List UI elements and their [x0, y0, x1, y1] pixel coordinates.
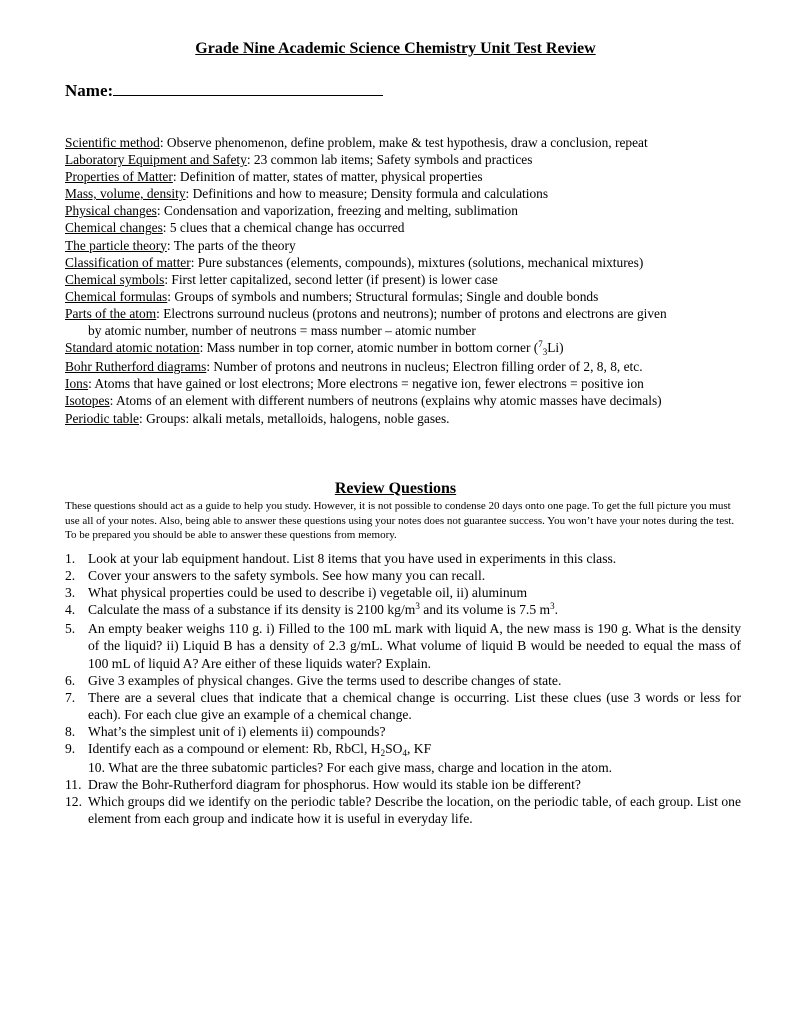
question-number: 7.	[65, 689, 76, 705]
topic-term: Classification of matter	[65, 254, 191, 270]
name-field	[65, 81, 383, 101]
topic-item	[65, 305, 745, 322]
topic-desc: : First letter capitalized, second letter (if present) is lower case	[164, 271, 498, 287]
question-number: 12.	[65, 794, 82, 810]
topic-item	[65, 168, 745, 185]
topic-item	[65, 271, 745, 288]
question-number: 3.	[65, 585, 76, 601]
exponent: 3	[550, 601, 555, 612]
topic-item	[65, 339, 745, 358]
question-number: 9.	[65, 741, 76, 757]
question-number: 1.	[65, 551, 76, 566]
question-text: Give 3 examples of physical changes. Give the terms used to describe changes of state.	[88, 672, 562, 688]
topic-term: Bohr Rutherford diagrams	[65, 359, 207, 375]
topic-desc: : Observe phenomenon, define problem, make & test hypothesis, draw a conclusion, repeat	[159, 135, 648, 150]
review-questions-heading: Review Questions	[334, 480, 457, 497]
question-text-part: and its volume is 7.5 m	[419, 602, 551, 618]
question-text-part: SO	[385, 741, 403, 757]
topic-desc: : Groups: alkali metals, metalloids, halogens, noble gases.	[139, 410, 450, 426]
question-item	[65, 672, 741, 689]
topic-desc: : Condensation and vaporization, freezing and melting, sublimation	[156, 203, 518, 219]
question-item	[65, 584, 741, 601]
question-number: 8.	[65, 723, 76, 739]
topic-term: Periodic table	[65, 410, 139, 426]
question-text: What’s the simplest unit of i) elements ii) compounds?	[88, 723, 386, 739]
question-text-part: .	[554, 602, 559, 618]
name-blank-line[interactable]	[113, 81, 383, 96]
topic-desc: : The parts of the theory	[166, 237, 296, 253]
topic-item	[65, 237, 745, 254]
question-text: What are the three subatomic particles? For each give mass, charge and location in the atom.	[108, 760, 613, 776]
question-text-part: , KF	[406, 741, 432, 757]
question-item	[65, 793, 741, 827]
topic-term: Chemical changes	[65, 220, 163, 236]
topic-desc-continued: by atomic number, number of neutrons = mass number – atomic number	[88, 323, 476, 339]
question-item	[65, 550, 741, 567]
topic-desc: : Definitions and how to measure; Density formula and calculations	[185, 186, 549, 202]
question-item	[65, 601, 741, 620]
exponent: 3	[415, 601, 420, 612]
question-text	[88, 740, 741, 759]
topic-term: Properties of Matter	[65, 169, 173, 185]
question-number: 6.	[65, 672, 76, 688]
question-text: There are a several clues that indicate that a chemical change is occurring. List these clues (use 3 words or less for each). For each clue give an example of a chemical change.	[88, 689, 741, 722]
topic-item	[65, 358, 745, 375]
question-text: An empty beaker weighs 110 g. i) Filled to the 100 mL mark with liquid A, the new mass is 190 g. What is the density of the liquid? ii) Liquid B has a density of 2.3 g/mL. What volume of liquid B would be needed to equal the mass of 100 mL of liquid A? Are either of these liquids water? Explain.	[88, 621, 741, 671]
topic-term: Scientific method	[65, 135, 160, 150]
question-item	[65, 759, 741, 776]
topic-desc: : Electrons surround nucleus (protons and neutrons); number of protons and electrons are given	[156, 305, 667, 321]
question-text: Look at your lab equipment handout. List 8 items that you have used in experiments in this class.	[88, 551, 617, 566]
topic-item	[65, 375, 745, 392]
topic-item	[65, 288, 745, 305]
topic-item	[65, 392, 745, 409]
topic-desc-end: Li)	[547, 340, 564, 356]
question-text	[88, 601, 741, 620]
formula-subscript: 2	[380, 748, 386, 759]
topic-item	[65, 219, 745, 236]
topic-term: Mass, volume, density	[65, 186, 186, 202]
question-number: 2.	[65, 568, 76, 584]
topic-item	[65, 134, 745, 151]
topic-desc: : Pure substances (elements, compounds), mixtures (solutions, mechanical mixtures)	[190, 254, 644, 270]
topic-desc: : Mass number in top corner, atomic number in bottom corner (	[199, 340, 539, 356]
question-number: 11.	[65, 777, 82, 793]
topic-term: Ions	[65, 376, 89, 392]
topic-desc: : Groups of symbols and numbers; Structural formulas; Single and double bonds	[167, 288, 599, 304]
question-text: Which groups did we identify on the periodic table? Describe the location, on the periodic table, of each group. List one element from each group and indicate how it is useful in everyday life.	[88, 794, 741, 827]
question-item	[65, 740, 741, 759]
topic-term: Physical changes	[65, 203, 157, 219]
topic-term: Parts of the atom	[65, 305, 157, 321]
formula-subscript: 4	[402, 748, 407, 759]
question-item	[65, 620, 741, 671]
topic-list	[65, 134, 745, 427]
topic-desc: : Definition of matter, states of matter, physical properties	[172, 169, 483, 185]
question-text: Draw the Bohr-Rutherford diagram for phosphorus. How would its stable ion be different?	[88, 777, 581, 793]
question-text: Cover your answers to the safety symbols. See how many you can recall.	[88, 568, 486, 584]
topic-item	[65, 185, 745, 202]
topic-term: Chemical formulas	[65, 288, 168, 304]
topic-desc: : 23 common lab items; Safety symbols and practices	[246, 152, 533, 168]
topic-term: Laboratory Equipment and Safety	[65, 152, 247, 168]
question-item	[65, 723, 741, 740]
topic-term: Isotopes	[65, 393, 110, 409]
page-title: Grade Nine Academic Science Chemistry Unit Test Review	[195, 40, 596, 57]
topic-desc: : 5 clues that a chemical change has occurred	[162, 220, 405, 236]
topic-item	[65, 151, 745, 168]
question-item	[65, 776, 741, 793]
topic-desc: : Number of protons and neutrons in nucleus; Electron filling order of 2, 8, 8, etc.	[206, 359, 643, 375]
question-item	[65, 567, 741, 584]
question-list	[65, 550, 741, 828]
topic-item	[65, 254, 745, 271]
question-item	[65, 689, 741, 723]
topic-item	[65, 202, 745, 219]
question-number: 4.	[65, 602, 76, 618]
review-intro-paragraph: These questions should act as a guide to help you study. However, it is not possible to condense 20 days onto one page. To get the full picture you must use all of your notes. Also, being able to answer these questions using your notes does not guarantee success. You won’t have your notes during the test. To be prepared you should be able to answer these questions from memory.	[65, 500, 735, 542]
mass-number-superscript: 7	[538, 339, 543, 350]
topic-term: The particle theory	[65, 237, 167, 253]
question-text-part: Calculate the mass of a substance if its density is 2100 kg/m	[88, 602, 416, 618]
name-label: Name:	[65, 81, 114, 100]
topic-item	[65, 410, 745, 427]
topic-desc: : Atoms that have gained or lost electrons; More electrons = negative ion, fewer electrons = positive ion	[88, 376, 644, 392]
topic-desc: : Atoms of an element with different numbers of neutrons (explains why atomic masses have decimals)	[109, 393, 662, 409]
question-number: 5.	[65, 621, 76, 637]
topic-continuation	[65, 322, 745, 339]
topic-term: Standard atomic notation	[65, 340, 200, 356]
question-text-part: Identify each as a compound or element: Rb, RbCl, H	[88, 741, 381, 757]
topic-term: Chemical symbols	[65, 271, 165, 287]
question-text: What physical properties could be used to describe i) vegetable oil, ii) aluminum	[88, 585, 528, 601]
question-number: 10.	[88, 760, 105, 776]
atomic-number-subscript: 3	[542, 347, 548, 358]
